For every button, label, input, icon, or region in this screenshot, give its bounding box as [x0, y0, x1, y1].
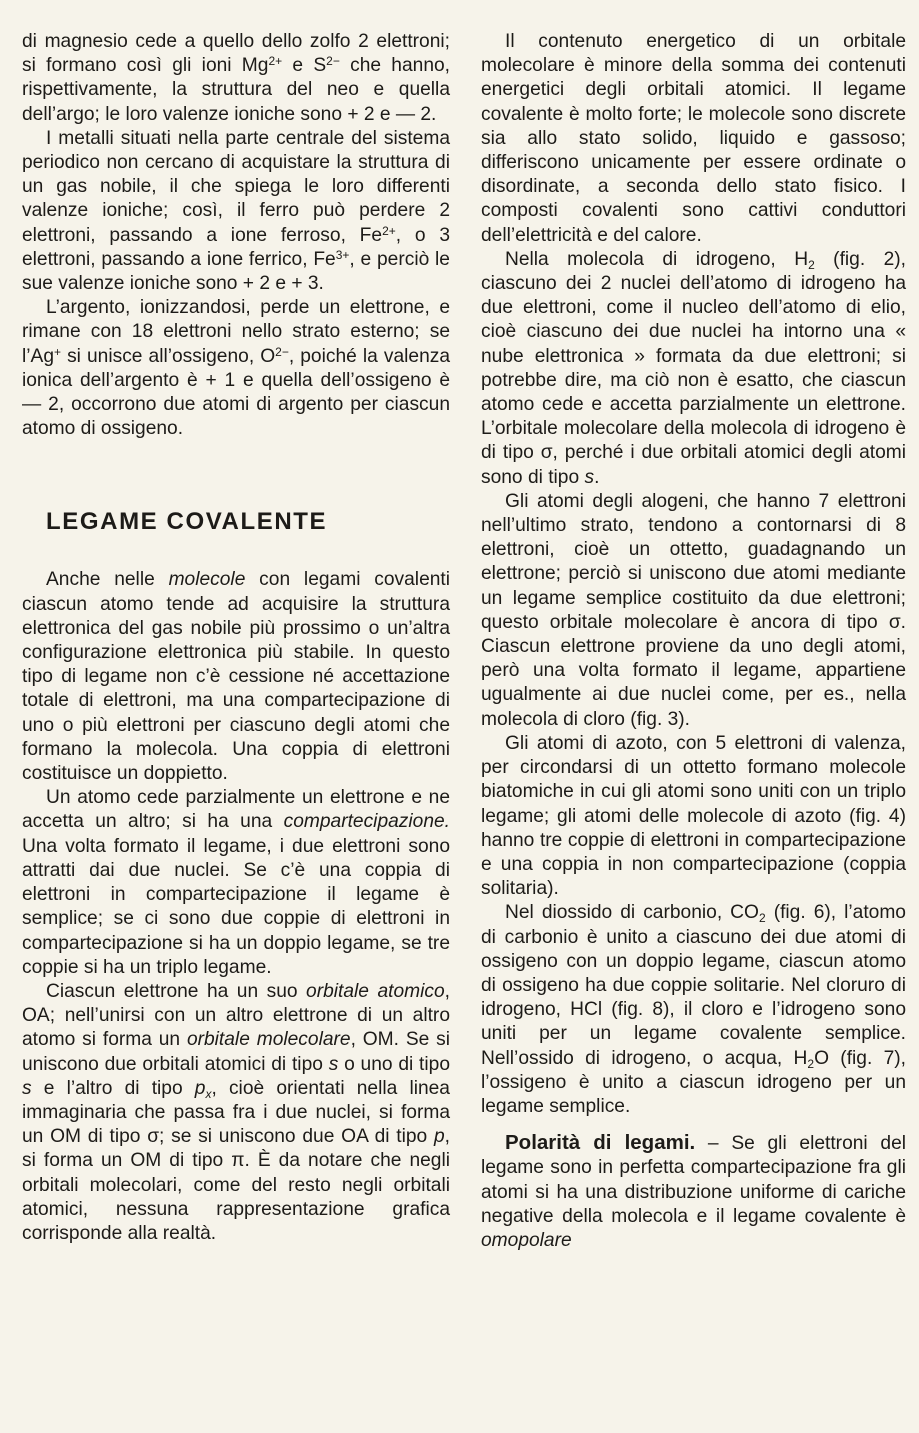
section-heading: LEGAME COVALENTE [46, 508, 328, 536]
italic-term: compartecipazione. [283, 811, 450, 833]
paragraph [22, 568, 450, 786]
text-run: Una volta formato il legame, i due elettroni sono attratti dai due nuclei. Se c’è una coppia di elettroni in compartecipazione il legame è semplice; se ci sono due coppie di elettroni in compartecipazione si ha un doppio legame, se tre coppie si ha un triplo legame. [22, 835, 450, 978]
paragraph [22, 127, 450, 296]
italic-term: p [194, 1077, 206, 1099]
superscript: 2− [326, 54, 340, 69]
paragraph: Gli atomi di azoto, con 5 elettroni di valenza, per circondarsi di un ottetto formano molecole biatomiche in cui gli atomi sono uniti con un triplo legame; gli atomi delle molecole di azoto (fig. 4) hanno tre coppie di elettroni in compartecipazione e una coppia in non compartecipazione (coppia solitaria). [481, 732, 906, 900]
spacer [481, 1119, 906, 1131]
superscript: 2+ [268, 54, 283, 69]
text-run: (fig. 6), l’atomo di carbonio è unito a ciascuno dei due atomi di ossigeno con un doppio legame, ciascun atomo di ossigeno ha due coppie solitarie. Nel cloruro di idrogeno, HCl (fig. 8), il cloro e l’idrogeno sono uniti per un legame covalente semplice. Nell’ossido di idrogeno, o acqua, H [481, 902, 906, 1069]
text-run: I metalli situati nella parte centrale del sistema periodico non cercano di acquistare la struttura di un gas nobile, il che spiega le loro differenti valenze ioniche; così, il ferro può perdere 2 elettroni, passando a ione ferroso, Fe [22, 127, 450, 246]
text-run: , OA; nell’unirsi con un altro elettrone di un altro atomo si forma un [22, 980, 450, 1051]
italic-term: p [433, 1126, 445, 1148]
italic-term: orbitale atomico [306, 980, 445, 1002]
subsection-heading: Polarità di legami. [505, 1131, 696, 1155]
text-run: con legami covalenti ciascun atomo tende ad acquisire la struttura elettronica del gas nobile più prossimo o un’altra configurazione elettronica più stabile. In questo tipo di legame non c’è cessione né accettazione totale di elettroni, ma una compartecipazione di uno o più elettroni per ciascuno degli atomi che formano la molecola. Una coppia di elettroni costituisce un doppietto. [22, 569, 450, 785]
superscript: 3+ [335, 247, 350, 262]
paragraph [481, 901, 906, 1119]
paragraph [22, 296, 450, 441]
italic-term: orbitale molecolare [186, 1029, 351, 1051]
text-run: Ciascun elettrone ha un suo [46, 980, 307, 1002]
paragraph [22, 786, 450, 980]
text-run: che hanno, rispettivamente, la struttura del neo e quella dell’argo; le loro valenze ioniche sono + 2 e — 2. [22, 55, 450, 125]
italic-term: s [584, 466, 595, 488]
paragraph [22, 980, 450, 1246]
text-run: , OM. Se si uniscono due orbitali atomici di tipo [22, 1029, 450, 1075]
text-run: – Se gli elettroni del legame sono in perfetta compartecipazione fra gli atomi si ha una distribuzione uniforme di cariche negative della molecola e il legame covalente è [481, 1133, 906, 1227]
text-run: O (fig. 7), l’ossigeno è unito a ciascun idrogeno per un legame semplice. [481, 1047, 906, 1117]
text-run: Nella molecola di idrogeno, H [505, 248, 809, 270]
italic-term: molecole [168, 569, 246, 591]
text-run: e l’altro di tipo [31, 1077, 195, 1099]
text-run: , poiché la valenza ionica dell’argento è + 1 e quella dell’ossigeno è — 2, occorrono due atomi di argento per ciascun atomo di ossigeno. [22, 345, 451, 440]
superscript: + [54, 344, 62, 359]
text-run: . [594, 466, 600, 488]
text-run: (fig. 2), ciascuno dei 2 nuclei dell’atomo di idrogeno ha due elettroni, come il nucleo dell’atomo di elio, cioè ciascuno dei due nuclei ha intorno una « nube elettronica » formata da due elettroni; si potrebbe dire, ma ciò non è esatto, che ciascun atomo cede e accetta parzialmente un elettrone. L’orbitale molecolare della molecola di idrogeno è di tipo σ, perché i due orbitali atomici degli atomi sono di tipo [481, 248, 906, 488]
text-run: L’argento, ionizzandosi, perde un elettrone, e rimane con 18 elettroni nello strato esterno; se l’Ag [22, 297, 450, 367]
paragraph: Il contenuto energetico di un orbitale molecolare è minore della somma dei contenuti energetici degli orbitali atomici. Il legame covalente è molto forte; le molecole sono discrete sia allo stato solido, liquido e gassoso; differiscono unicamente per essere ordinate o disordinate, a seconda dello stato fisico. I composti covalenti sono cattivi conduttori dell’elettricità e del calore. [481, 31, 906, 246]
paragraph: Gli atomi degli alogeni, che hanno 7 elettroni nell’ultimo strato, tendono a contornarsi di 8 elettroni, cioè un ottetto, guadagnando un elettrone; perciò si uniscono due atomi mediante un legame semplice costituito da due elettroni; questo orbitale molecolare è ancora di tipo σ. Ciascun elettrone proviene da uno degli atomi, però una volta formato il legame, appartiene ugualmente ai due nuclei come, per es., nella molecola di cloro (fig. 3). [481, 490, 906, 730]
text-run: Nel diossido di carbonio, CO [505, 902, 759, 924]
text-run: Anche nelle [46, 569, 169, 591]
paragraph [481, 1131, 906, 1253]
text-run: , o 3 elettroni, passando a ione ferrico, Fe [22, 224, 450, 270]
left-column [22, 30, 450, 1246]
text-run: , cioè orientati nella linea immaginaria che passa fra i due nuclei, si forma un OM di tipo σ; se si uniscono due OA di tipo [22, 1077, 450, 1148]
subscript: x [205, 1086, 212, 1101]
subscript: 2 [807, 1056, 815, 1071]
text-run: , si forma un OM di tipo π. È da notare che negli orbitali molecolari, come del resto negli orbitali atomici, nessuna rappresentazione grafica corrisponde alla realtà. [22, 1126, 450, 1244]
text-run: , e perciò le sue valenze ioniche sono + 2 e + 3. [22, 248, 450, 295]
text-run: si unisce all’ossigeno, O [61, 345, 276, 367]
paragraph [22, 30, 450, 127]
right-column [481, 30, 906, 1253]
italic-term: s [22, 1077, 32, 1099]
superscript: 2− [275, 344, 289, 359]
subscript: 2 [808, 257, 815, 272]
italic-term: s [328, 1053, 339, 1075]
text-run: Un atomo cede parzialmente un elettrone e ne accetta un altro; si ha una [22, 787, 450, 833]
italic-term: omopolare [481, 1229, 572, 1251]
text-run: o uno di tipo [338, 1053, 450, 1075]
superscript: 2+ [382, 223, 396, 238]
subscript: 2 [758, 911, 766, 926]
text-run: e S [282, 55, 327, 77]
paragraph [481, 248, 906, 490]
text-run: di magnesio cede a quello dello zolfo 2 elettroni; si formano così gli ioni Mg [22, 31, 450, 77]
